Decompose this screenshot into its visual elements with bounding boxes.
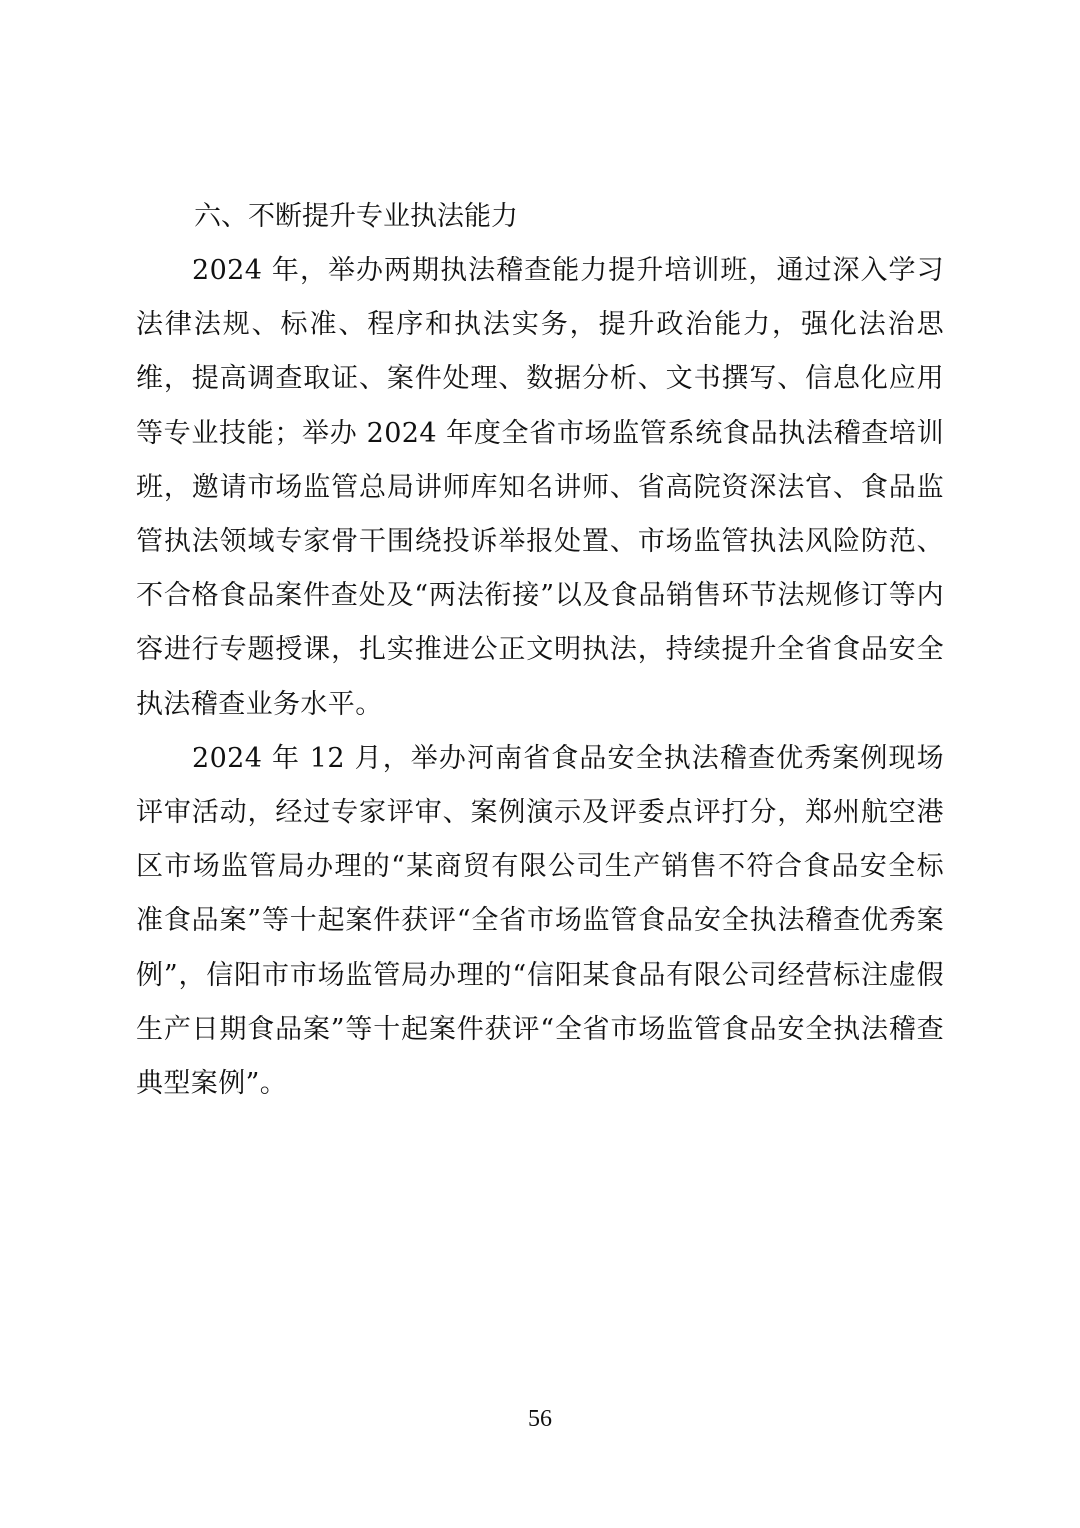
paragraph-training: 2024 年，举办两期执法稽查能力提升培训班，通过深入学习法律法规、标准、程序和执法实务，提升政治能力，强化法治思维，提高调查取证、案件处理、数据分析、文书撰写、信息化应用等专业技能；举办 2024 年度全省市场监管系统食品执法稽查培训班，邀请市场监管总局讲师库知名讲师、省高院资深法官、食品监管执法领域专家骨干围绕投诉举报处置、市场监管执法风险防范、不合格食品案件查处及“两法衔接”以及食品销售环节法规修订等内容进行专题授课，扎实推进公正文明执法，持续提升全省食品安全执法稽查业务水平。: [136, 255, 944, 720]
paragraph-case-review: 2024 年 12 月，举办河南省食品安全执法稽查优秀案例现场评审活动，经过专家评审、案例演示及评委点评打分，郑州航空港区市场监管局办理的“某商贸有限公司生产销售不符合食品安全标准食品案”等十起案件获评“全省市场监管食品安全执法稽查优秀案例”，信阳市市场监管局办理的“信阳某食品有限公司经营标注虚假生产日期食品案”等十起案件获评“全省市场监管食品安全执法稽查典型案例”。: [136, 742, 944, 1100]
page-body: [136, 190, 944, 1111]
section-heading: 六、不断提升专业执法能力: [194, 201, 518, 232]
page-number: 56: [528, 1406, 552, 1432]
